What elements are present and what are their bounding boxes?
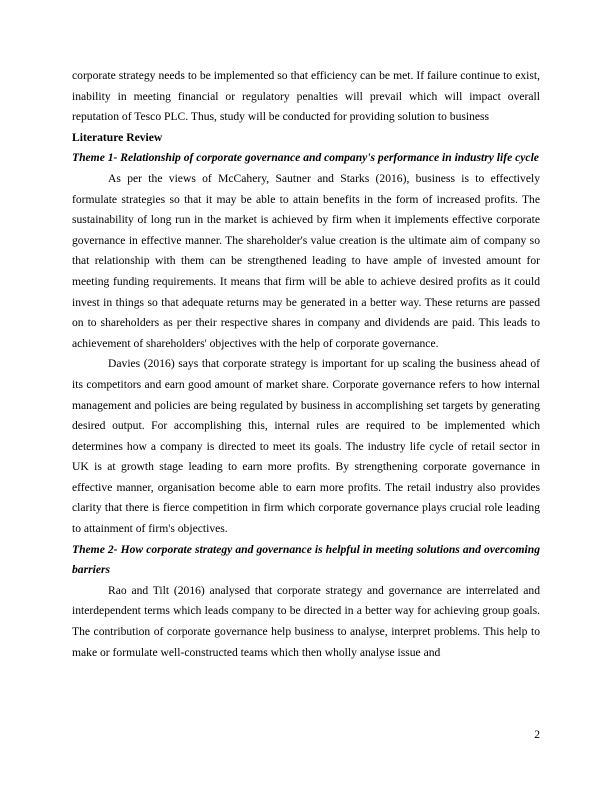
- theme2-paragraph-1: Rao and Tilt (2016) analysed that corporate strategy and governance are interrelated and interdependent terms which leads company to be directed in a better way for achieving group goals. The contribution of corporate governance help business to analyse, interpret problems. This help to make or formulate well-constructed teams which then wholly analyse issue and: [72, 583, 540, 659]
- theme1-paragraph-2: Davies (2016) says that corporate strategy is important for up scaling the business ahead of its competitors and earn good amount of market share. Corporate governance refers to how internal management and policies are being regulated by business in accomplishing set targets by generating desired output. For accomplishing this, internal rules are required to be implemented which determines how a company is directed to meet its goals. The industry life cycle of retail sector in UK is at growth stage leading to earn more profits. By strengthening corporate governance in effective manner, organisation become able to earn more profits. The retail industry also provides clarity that there is fierce competition in firm which corporate governance plays crucial role leading to attainment of firm's objectives.: [72, 357, 540, 536]
- section-heading: Literature Review: [72, 130, 163, 144]
- theme1-paragraph-1: As per the views of McCahery, Sautner and Starks (2016), business is to effectively formulate strategies so that it may be able to attain benefits in the form of increased profits. The sustainability of long run in the market is achieved by firm when it implements effective corporate governance in effective manner. The shareholder's value creation is the ultimate aim of company so that relationship with them can be strengthened leading to have ample of invested amount for meeting funding requirements. It means that firm will be able to achieve desired profits as it could invest in things so that adequate returns may be generated in a better way. These returns are passed on to shareholders as per their respective shares in company and dividends are paid. This leads to achievement of shareholders' objectives with the help of corporate governance.: [72, 171, 540, 350]
- document-page: [72, 66, 540, 663]
- page-number: 2: [534, 728, 540, 741]
- intro-paragraph: corporate strategy needs to be implemented so that efficiency can be met. If failure continue to exist, inability in meeting financial or regulatory penalties will prevail which will impact overall reputation of Tesco PLC. Thus, study will be conducted for providing solution to business: [72, 69, 540, 124]
- theme2-heading: Theme 2- How corporate strategy and governance is helpful in meeting solutions and overcoming barriers: [72, 542, 540, 577]
- theme1-heading: Theme 1- Relationship of corporate governance and company's performance in industry life cycle: [72, 151, 539, 165]
